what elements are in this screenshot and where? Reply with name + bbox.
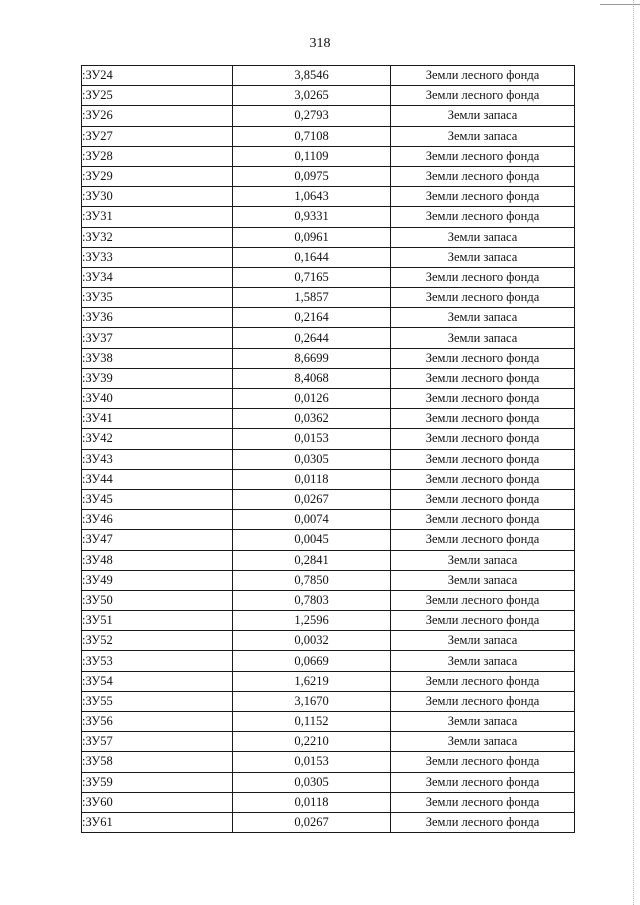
plot-id-cell: :ЗУ24 bbox=[82, 66, 233, 86]
land-category-cell: Земли запаса bbox=[391, 732, 575, 752]
table-row bbox=[82, 671, 575, 691]
table-row bbox=[82, 651, 575, 671]
land-category-cell: Земли лесного фонда bbox=[391, 590, 575, 610]
plot-id-cell: :ЗУ55 bbox=[82, 691, 233, 711]
plot-area-cell: 0,0305 bbox=[233, 772, 391, 792]
land-category-cell: Земли запаса bbox=[391, 126, 575, 146]
plot-area-cell: 0,2164 bbox=[233, 308, 391, 328]
table-row bbox=[82, 126, 575, 146]
table-row bbox=[82, 510, 575, 530]
land-category-cell: Земли лесного фонда bbox=[391, 166, 575, 186]
table-row bbox=[82, 267, 575, 287]
land-plots-table bbox=[81, 65, 575, 833]
plot-area-cell: 0,7850 bbox=[233, 570, 391, 590]
plot-id-cell: :ЗУ46 bbox=[82, 510, 233, 530]
plot-area-cell: 0,1152 bbox=[233, 712, 391, 732]
table-row bbox=[82, 752, 575, 772]
plot-area-cell: 3,8546 bbox=[233, 66, 391, 86]
land-category-cell: Земли запаса bbox=[391, 247, 575, 267]
plot-area-cell: 0,0267 bbox=[233, 489, 391, 509]
plot-area-cell: 0,7803 bbox=[233, 590, 391, 610]
table-row bbox=[82, 469, 575, 489]
scan-edge-mark bbox=[600, 4, 640, 5]
plot-id-cell: :ЗУ30 bbox=[82, 187, 233, 207]
table-row bbox=[82, 489, 575, 509]
plot-area-cell: 0,0669 bbox=[233, 651, 391, 671]
plot-area-cell: 0,7108 bbox=[233, 126, 391, 146]
plot-area-cell: 0,0032 bbox=[233, 631, 391, 651]
land-category-cell: Земли лесного фонда bbox=[391, 267, 575, 287]
plot-id-cell: :ЗУ33 bbox=[82, 247, 233, 267]
table-row bbox=[82, 792, 575, 812]
plot-area-cell: 0,0153 bbox=[233, 429, 391, 449]
plot-id-cell: :ЗУ42 bbox=[82, 429, 233, 449]
land-plots-table-body bbox=[82, 66, 575, 833]
plot-id-cell: :ЗУ31 bbox=[82, 207, 233, 227]
land-category-cell: Земли лесного фонда bbox=[391, 469, 575, 489]
land-category-cell: Земли лесного фонда bbox=[391, 792, 575, 812]
table-row bbox=[82, 590, 575, 610]
table-row bbox=[82, 247, 575, 267]
land-category-cell: Земли лесного фонда bbox=[391, 389, 575, 409]
plot-id-cell: :ЗУ38 bbox=[82, 348, 233, 368]
land-category-cell: Земли лесного фонда bbox=[391, 752, 575, 772]
plot-id-cell: :ЗУ50 bbox=[82, 590, 233, 610]
land-category-cell: Земли лесного фонда bbox=[391, 409, 575, 429]
plot-area-cell: 1,2596 bbox=[233, 611, 391, 631]
plot-id-cell: :ЗУ57 bbox=[82, 732, 233, 752]
land-category-cell: Земли лесного фонда bbox=[391, 449, 575, 469]
table-row bbox=[82, 409, 575, 429]
plot-id-cell: :ЗУ54 bbox=[82, 671, 233, 691]
table-row bbox=[82, 227, 575, 247]
land-category-cell: Земли запаса bbox=[391, 712, 575, 732]
plot-area-cell: 0,2793 bbox=[233, 106, 391, 126]
plot-id-cell: :ЗУ44 bbox=[82, 469, 233, 489]
plot-id-cell: :ЗУ35 bbox=[82, 288, 233, 308]
plot-area-cell: 1,6219 bbox=[233, 671, 391, 691]
land-category-cell: Земли лесного фонда bbox=[391, 348, 575, 368]
plot-id-cell: :ЗУ47 bbox=[82, 530, 233, 550]
plot-id-cell: :ЗУ61 bbox=[82, 812, 233, 832]
land-category-cell: Земли лесного фонда bbox=[391, 187, 575, 207]
table-row bbox=[82, 389, 575, 409]
plot-area-cell: 0,9331 bbox=[233, 207, 391, 227]
plot-id-cell: :ЗУ60 bbox=[82, 792, 233, 812]
plot-id-cell: :ЗУ49 bbox=[82, 570, 233, 590]
table-row bbox=[82, 772, 575, 792]
land-category-cell: Земли запаса bbox=[391, 106, 575, 126]
plot-id-cell: :ЗУ26 bbox=[82, 106, 233, 126]
plot-area-cell: 3,1670 bbox=[233, 691, 391, 711]
table-row bbox=[82, 106, 575, 126]
land-category-cell: Земли запаса bbox=[391, 308, 575, 328]
land-category-cell: Земли запаса bbox=[391, 651, 575, 671]
land-category-cell: Земли лесного фонда bbox=[391, 812, 575, 832]
table-row bbox=[82, 631, 575, 651]
plot-area-cell: 0,0045 bbox=[233, 530, 391, 550]
plot-area-cell: 3,0265 bbox=[233, 86, 391, 106]
plot-id-cell: :ЗУ52 bbox=[82, 631, 233, 651]
plot-area-cell: 0,0126 bbox=[233, 389, 391, 409]
table-row bbox=[82, 732, 575, 752]
table-row bbox=[82, 449, 575, 469]
plot-id-cell: :ЗУ40 bbox=[82, 389, 233, 409]
land-category-cell: Земли запаса bbox=[391, 328, 575, 348]
plot-area-cell: 8,4068 bbox=[233, 368, 391, 388]
land-category-cell: Земли лесного фонда bbox=[391, 611, 575, 631]
land-category-cell: Земли лесного фонда bbox=[391, 86, 575, 106]
plot-area-cell: 0,0305 bbox=[233, 449, 391, 469]
plot-id-cell: :ЗУ48 bbox=[82, 550, 233, 570]
land-category-cell: Земли запаса bbox=[391, 631, 575, 651]
plot-area-cell: 0,1644 bbox=[233, 247, 391, 267]
land-category-cell: Земли лесного фонда bbox=[391, 510, 575, 530]
land-category-cell: Земли запаса bbox=[391, 227, 575, 247]
land-category-cell: Земли лесного фонда bbox=[391, 288, 575, 308]
plot-id-cell: :ЗУ51 bbox=[82, 611, 233, 631]
land-category-cell: Земли запаса bbox=[391, 570, 575, 590]
plot-id-cell: :ЗУ34 bbox=[82, 267, 233, 287]
plot-id-cell: :ЗУ37 bbox=[82, 328, 233, 348]
table-row bbox=[82, 308, 575, 328]
table-row bbox=[82, 712, 575, 732]
table-row bbox=[82, 146, 575, 166]
land-category-cell: Земли лесного фонда bbox=[391, 530, 575, 550]
table-row bbox=[82, 368, 575, 388]
table-row bbox=[82, 166, 575, 186]
land-category-cell: Земли лесного фонда bbox=[391, 691, 575, 711]
plot-area-cell: 0,0118 bbox=[233, 469, 391, 489]
plot-id-cell: :ЗУ25 bbox=[82, 86, 233, 106]
plot-id-cell: :ЗУ56 bbox=[82, 712, 233, 732]
land-category-cell: Земли лесного фонда bbox=[391, 66, 575, 86]
table-row bbox=[82, 348, 575, 368]
table-row bbox=[82, 570, 575, 590]
plot-area-cell: 0,0267 bbox=[233, 812, 391, 832]
land-category-cell: Земли лесного фонда bbox=[391, 207, 575, 227]
table-row bbox=[82, 812, 575, 832]
plot-id-cell: :ЗУ59 bbox=[82, 772, 233, 792]
land-category-cell: Земли лесного фонда bbox=[391, 368, 575, 388]
table-row bbox=[82, 207, 575, 227]
table-row bbox=[82, 328, 575, 348]
plot-area-cell: 0,0362 bbox=[233, 409, 391, 429]
table-row bbox=[82, 66, 575, 86]
plot-id-cell: :ЗУ36 bbox=[82, 308, 233, 328]
plot-area-cell: 0,2644 bbox=[233, 328, 391, 348]
table-row bbox=[82, 611, 575, 631]
page-number: 318 bbox=[309, 36, 331, 51]
plot-area-cell: 0,2210 bbox=[233, 732, 391, 752]
land-category-cell: Земли лесного фонда bbox=[391, 671, 575, 691]
scan-edge-border bbox=[633, 0, 640, 905]
table-row bbox=[82, 550, 575, 570]
table-row bbox=[82, 288, 575, 308]
table-row bbox=[82, 530, 575, 550]
plot-id-cell: :ЗУ58 bbox=[82, 752, 233, 772]
plot-area-cell: 0,0975 bbox=[233, 166, 391, 186]
plot-area-cell: 1,5857 bbox=[233, 288, 391, 308]
plot-area-cell: 0,7165 bbox=[233, 267, 391, 287]
plot-id-cell: :ЗУ27 bbox=[82, 126, 233, 146]
plot-id-cell: :ЗУ53 bbox=[82, 651, 233, 671]
land-category-cell: Земли запаса bbox=[391, 550, 575, 570]
plot-id-cell: :ЗУ32 bbox=[82, 227, 233, 247]
plot-id-cell: :ЗУ41 bbox=[82, 409, 233, 429]
plot-area-cell: 0,0118 bbox=[233, 792, 391, 812]
plot-area-cell: 0,2841 bbox=[233, 550, 391, 570]
land-category-cell: Земли лесного фонда bbox=[391, 489, 575, 509]
plot-area-cell: 0,0074 bbox=[233, 510, 391, 530]
plot-area-cell: 0,0153 bbox=[233, 752, 391, 772]
plot-id-cell: :ЗУ29 bbox=[82, 166, 233, 186]
plot-id-cell: :ЗУ28 bbox=[82, 146, 233, 166]
table-row bbox=[82, 429, 575, 449]
plot-id-cell: :ЗУ43 bbox=[82, 449, 233, 469]
plot-id-cell: :ЗУ39 bbox=[82, 368, 233, 388]
plot-area-cell: 0,1109 bbox=[233, 146, 391, 166]
plot-area-cell: 0,0961 bbox=[233, 227, 391, 247]
land-category-cell: Земли лесного фонда bbox=[391, 429, 575, 449]
plot-area-cell: 1,0643 bbox=[233, 187, 391, 207]
plot-id-cell: :ЗУ45 bbox=[82, 489, 233, 509]
land-category-cell: Земли лесного фонда bbox=[391, 772, 575, 792]
table-row bbox=[82, 86, 575, 106]
land-category-cell: Земли лесного фонда bbox=[391, 146, 575, 166]
table-row bbox=[82, 691, 575, 711]
plot-area-cell: 8,6699 bbox=[233, 348, 391, 368]
table-row bbox=[82, 187, 575, 207]
